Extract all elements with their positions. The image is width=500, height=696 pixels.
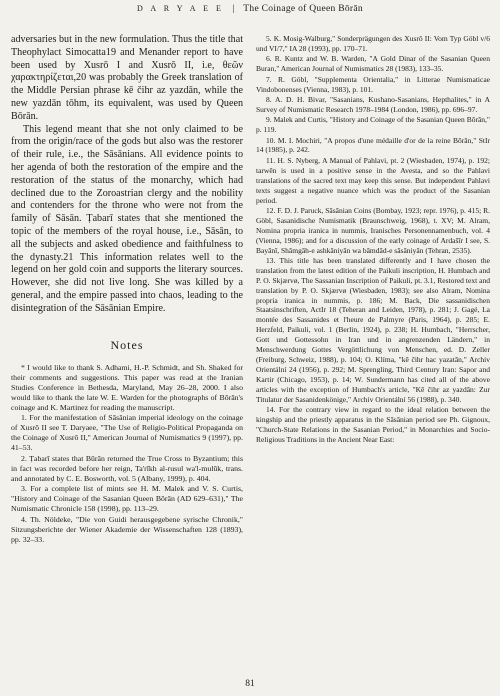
- header-separator: |: [232, 4, 235, 14]
- page-number: 81: [245, 679, 255, 689]
- body-text: [11, 34, 243, 316]
- footnote: 4. Th. Nöldeke, "Die von Guidi herausgegebene syrische Chronik," Sitzungsberichte der Wiener Akademie der Wissenschaften 128 (1893), pp. 32–33.: [11, 514, 243, 544]
- header-title: The Coinage of Queen Bōrān: [243, 4, 363, 14]
- footnote: 13. This title has been translated differently and I have chosen the translation from the latest edition of the Paikuli inscription, H. Humbach and P. O. Skjærvø, The Sassanian Inscription of Paikuli, pt. 3.1, Restored text and translation by P. O. Skjærvø (Wiesbaden, 1983); see also Alram, Nomina propria iranica in nummis, p. 186; M. Back, Die sassanidischen Staatsinschriften, ActIr 18 (Teheran and Leiden, 1978), p. 281; J. Gagé, La montée des Sassanides et l'heure de Palmyre (Paris, 1964), p. 285; E. Herzfeld, Paikuli, vol. 1 (Berlin, 1924), p. 238; H. Humbach, "Herrscher, Gott und Gottessohn in Iran und in angrenzenden Ländern," in Menschwerdung Gottes Vergöttlichung von Menschen, ed. D. Zeller (Freiburg, Schweiz, 1988), p. 104; O. Klíma, "kē čihr hac yazatān," Archiv Orientální 24 (1956), p. 292; M. Sprengling, Third Century Iran: Sapor and Kartir (Chicago, 1953), p. 14; W. Sundermann has cited all of the above articles with the exception of Humbach's article, "Kē čihr az yazdān: Zur Titulatur der Sasanidenkönige," Archiv Orientální 56 (1988), p. 340.: [256, 255, 490, 404]
- footnote: 7. R. Göbl, "Supplementa Orientalia," in Litterae Numismaticae Vindobonenses (Vienna, 1983), p. 101.: [256, 74, 490, 94]
- footnote: 10. M. I. Mochiri, "A propos d'une médaille d'or de la reine Bōrān," StIr 14 (1985), p. 242.: [256, 135, 490, 155]
- footnote: * I would like to thank S. Adhami, H.-P. Schmidt, and Sh. Shaked for their comments and suggestions. This paper was read at the Iranian Studies Conference in Bethesda, Maryland, May 26–28, 2000. I also would like to thank the late W. E. Warden for the photographs of Bōrān's coinage and K. Martinez for reading the manuscript.: [11, 362, 243, 412]
- footnote: 14. For the contrary view in regard to the ideal relation between the kingship and the priestly apparatus in the Sāsānian period see Ph. Gignoux, "Church-State Relations in the Sasanian Period," in Monarchies and Socio-Religious Traditions in the Ancient Near East:: [256, 405, 490, 444]
- running-header: [0, 4, 500, 14]
- footnote: 2. Ṭabarī states that Būrān returned the True Cross to Byzantium; this in fact was recorded before her reign, Ta'rīkh al-rusul wa'l-mulūk, trans. and annotated by C. E. Bosworth, vol. 5 (Albany, 1999), p. 404.: [11, 453, 243, 483]
- footnote: 5. K. Mosig-Walburg," Sonderprägungen des Xusrō II: Vom Typ Göbl v/6 und VI/7," IA 28 (1993), pp. 170–71.: [256, 34, 490, 53]
- footnote: 3. For a complete list of mints see H. M. Malek and V. S. Curtis, "History and Coinage of the Sasanian Queen Bōrān (AD 629–631)," The Numismatic Chronicle 158 (1998), pp. 113–29.: [11, 484, 243, 514]
- footnote: 11. H. S. Nyberg, A Manual of Pahlavi, pt. 2 (Wiesbaden, 1974), p. 192; tarwēn is used in a positive sense in the Avesta, and so the Pahlavi translations of the sacred text may keep this sense. But independent Pahlavi texts suggest a negative nuance which was the product of the Sasanian period.: [256, 155, 490, 205]
- body-paragraph: adversaries but in the new formulation. Thus the title that Theophylact Simocatta19 and Menander report to have been used by Xusrō I and Xusrō II, i.e, θεῶν χαρακτηρίζεται,20 was probably the Greek translation of the Middle Persian phrase kē čihr az yazdān, while the new yazdān tōhm, its equivalent, was used by Queen Bōrān.: [11, 34, 243, 122]
- footnote: 6. R. Kuntz and W. B. Warden, "A Gold Dinar of the Sasanian Queen Buran," American Journal of Numismatics 28 (1983), 133–35.: [256, 54, 490, 74]
- header-author: D A R Y A E E: [137, 4, 224, 13]
- footnote: 12. F. D. J. Paruck, Sāsānian Coins (Bombay, 1923; repr. 1976), p. 415; R. Göbl, Sasanidische Numismatik (Braunschweig, 1968), t. XV; M. Alram, Nomina propria iranica in nummis, Iranisches Personennamenbuch, vol. 4 (Vienna, 1986); and for a discussion of the early coinage of Ardašīr I see, S. Bayānī, Shāmgāh-e ashkāniyān wa bāmdād-e sāsāniyān (Tehran, 2535).: [256, 205, 490, 255]
- body-paragraph: This legend meant that she not only claimed to be from the origin/race of the gods but also was the restorer of their rule, i.e., the Sāsānians. All evidence points to her agenda of both the restoration of the empire and the restoration of the status of the monarchy, which had declined due to the Zoroastrian clergy and the nobility and contenders for the throne who were not from the family of Sāsān. Ṭabarī states that she mentioned the topic of the members of the royal house, i.e., Sāsān, to all the subjects and asked obedience and faithfulness to the dynasty.21 This information relates well to the legend on her gold coin and supports the literary sources. However, she did not live long. She was killed by a general, and the empire passed into chaos, leading to the disintegration of the Sāsānian Empire.: [11, 123, 243, 314]
- notes-heading: Notes: [110, 337, 144, 352]
- right-column: [256, 34, 490, 445]
- left-column: [11, 34, 243, 545]
- footnote: 9. Malek and Curtis, "History and Coinage of the Sasanian Queen Bōrān," p. 119.: [256, 115, 490, 135]
- footnote: 8. A. D. H. Bivar, "Sasanians, Kushano-Sasanians, Hepthalites," in A Survey of Numismatic Research 1978–1984 (London, 1986), pp. 696–97.: [256, 94, 490, 114]
- footnote: 1. For the manifestation of Sāsānian imperial ideology on the coinage of Xusrō II see T. Daryaee, "The Use of Religio-Political Propaganda on the Coinage of Xusrō II," American Journal of Numismatics 9 (1997), pp. 41–53.: [11, 413, 243, 453]
